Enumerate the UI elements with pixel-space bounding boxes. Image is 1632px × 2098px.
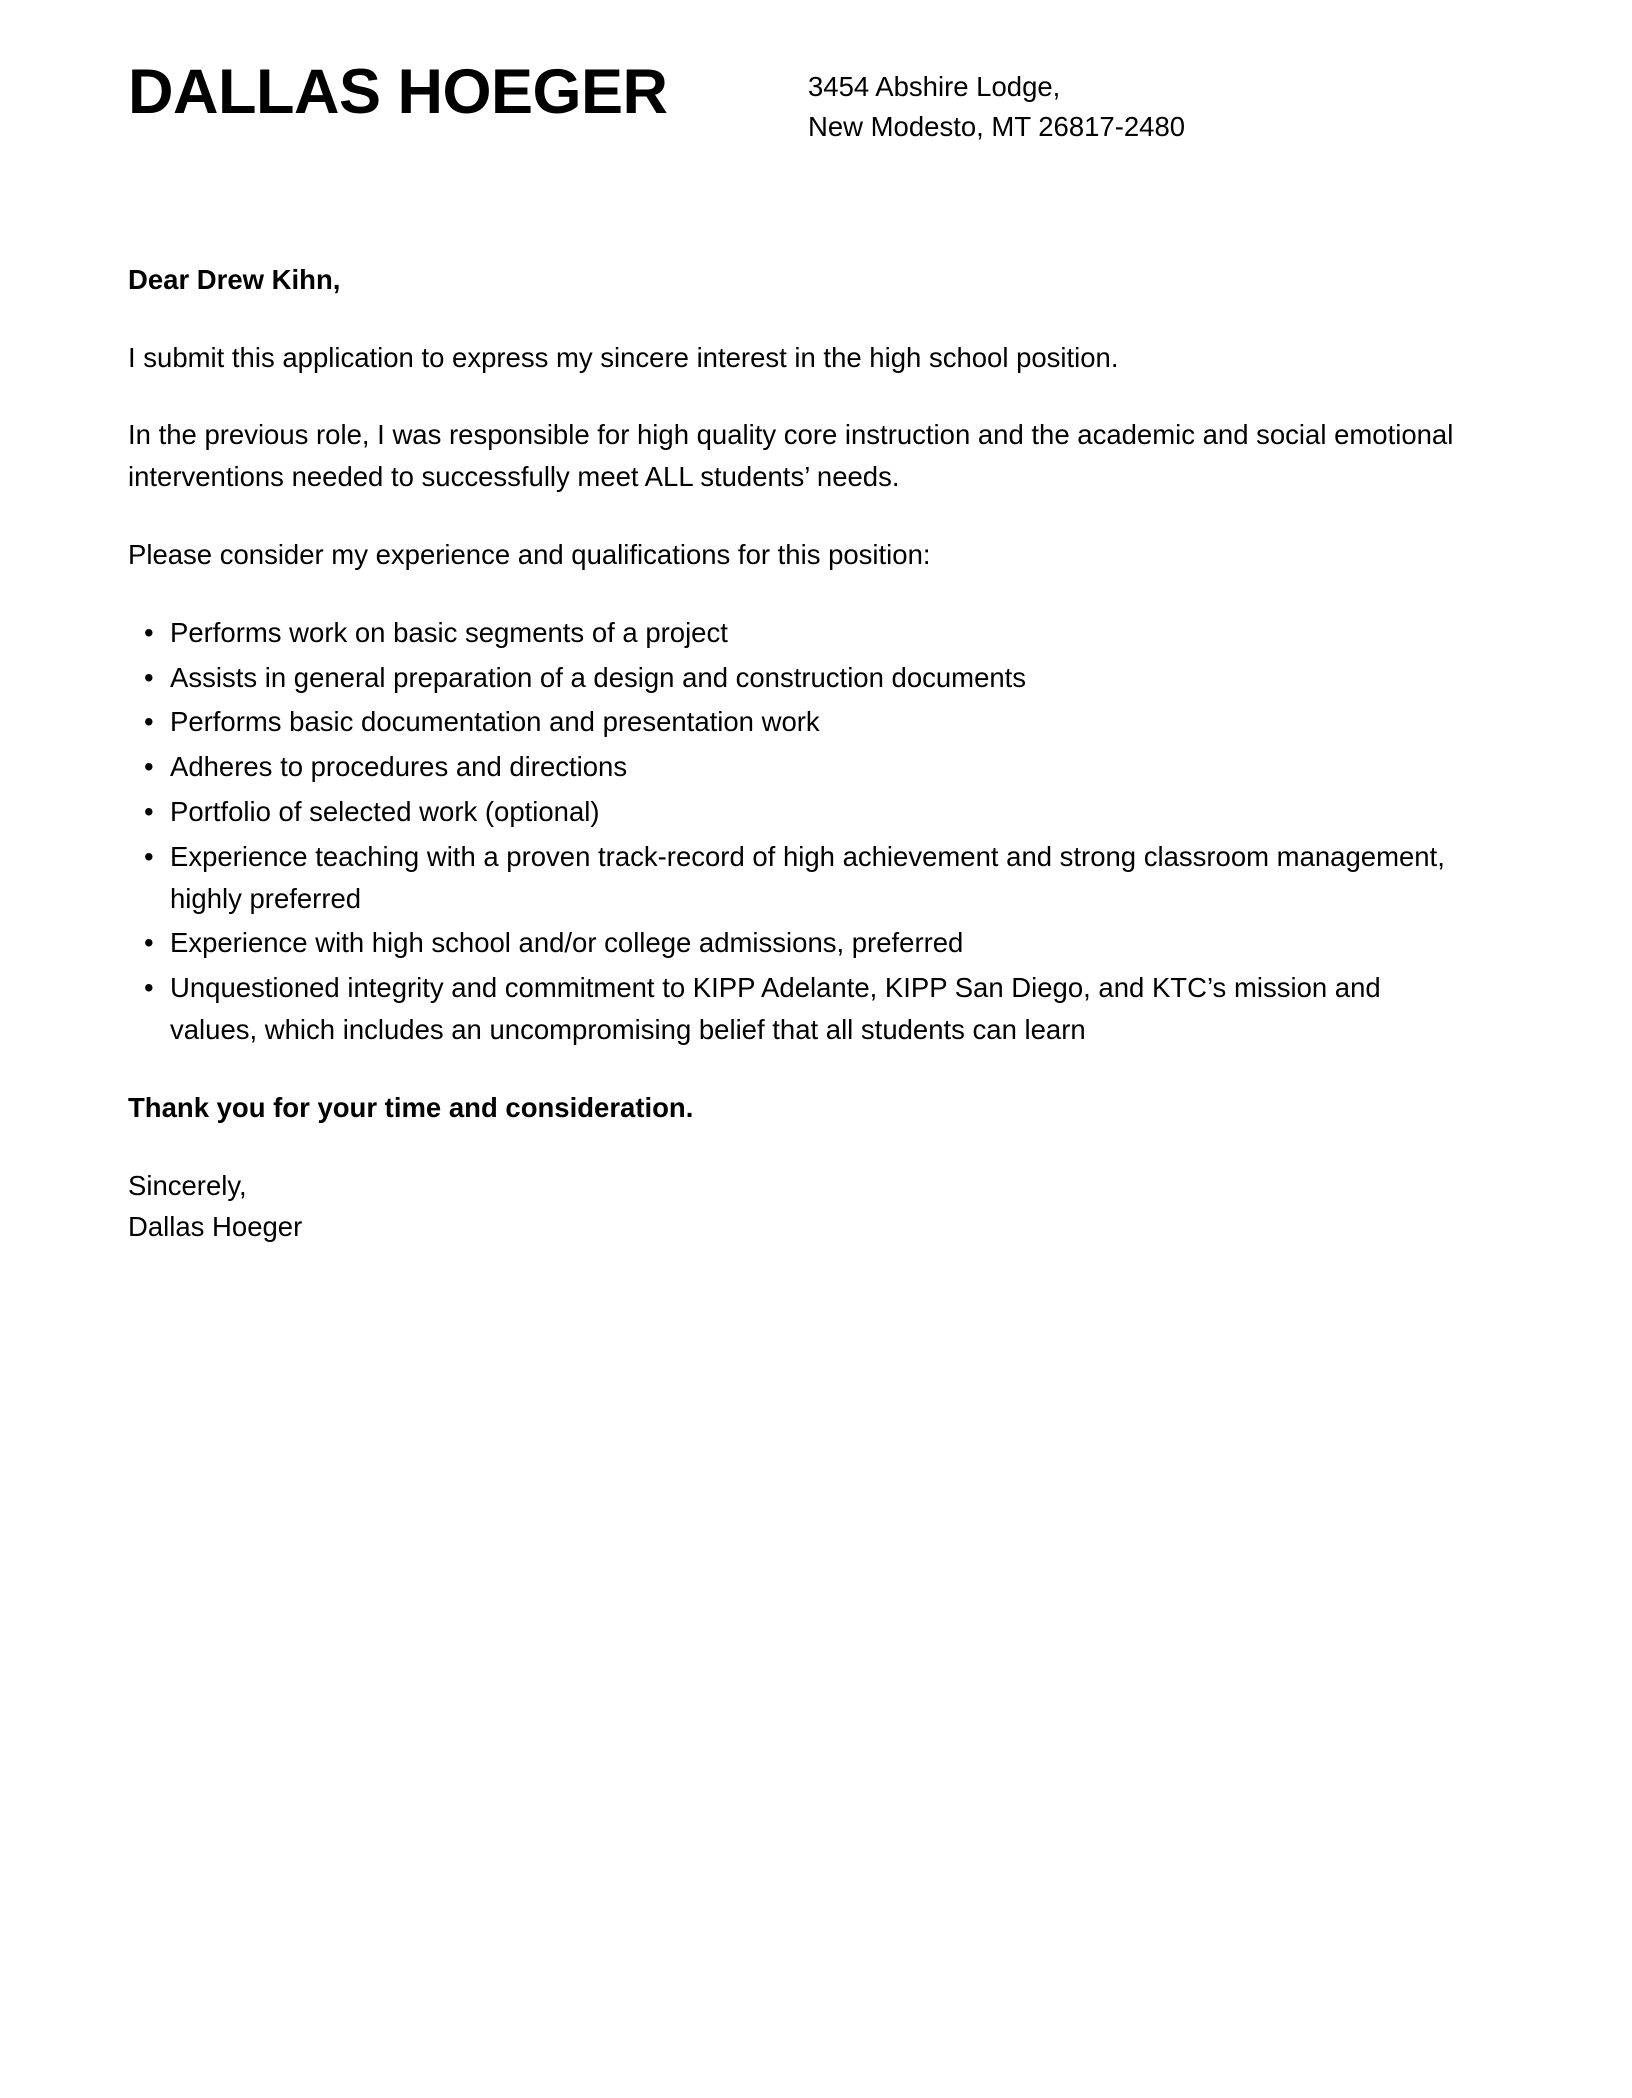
body-paragraph-experience: In the previous role, I was responsible for high quality core instruction and the academic and social emotional interventions needed to successfully meet ALL students’ needs.: [128, 419, 1454, 493]
signoff: Sincerely,: [128, 1169, 247, 1201]
salutation: Dear Drew Kihn,: [128, 263, 341, 295]
qualification-item: • Performs basic documentation and presentation work: [128, 701, 1473, 743]
signature-name: Dallas Hoeger: [128, 1211, 303, 1243]
qualification-item: • Experience teaching with a proven track-record of high achievement and strong classroom management, highly preferred: [128, 836, 1473, 920]
address-line-city-state-zip: New Modesto, MT 26817-2480: [808, 110, 1186, 142]
qualification-item: • Performs work on basic segments of a project: [128, 612, 1473, 654]
qualification-item: • Adheres to procedures and directions: [128, 746, 1473, 788]
qualification-item: • Experience with high school and/or college admissions, preferred: [128, 922, 1473, 964]
address-block: [808, 58, 1504, 147]
closing-thanks: Thank you for your time and consideration.: [128, 1091, 694, 1123]
letter-body: [128, 259, 1504, 1248]
body-paragraph-intro: I submit this application to express my sincere interest in the high school position.: [128, 341, 1119, 373]
body-paragraph-lead-in: Please consider my experience and qualifications for this position:: [128, 538, 931, 570]
applicant-name: DALLAS HOEGER: [128, 57, 668, 127]
address-line-street: 3454 Abshire Lodge,: [808, 71, 1061, 102]
letter-header: [128, 58, 1504, 147]
qualification-item: • Assists in general preparation of a design and construction documents: [128, 657, 1473, 699]
qualifications-list: [128, 612, 1473, 1051]
qualification-item: • Portfolio of selected work (optional): [128, 791, 1473, 833]
qualification-item: • Unquestioned integrity and commitment to KIPP Adelante, KIPP San Diego, and KTC’s mission and values, which includes an uncompromising belief that all students can learn: [128, 967, 1473, 1051]
name-block: [128, 58, 808, 126]
signature-block: [128, 1165, 1504, 1249]
